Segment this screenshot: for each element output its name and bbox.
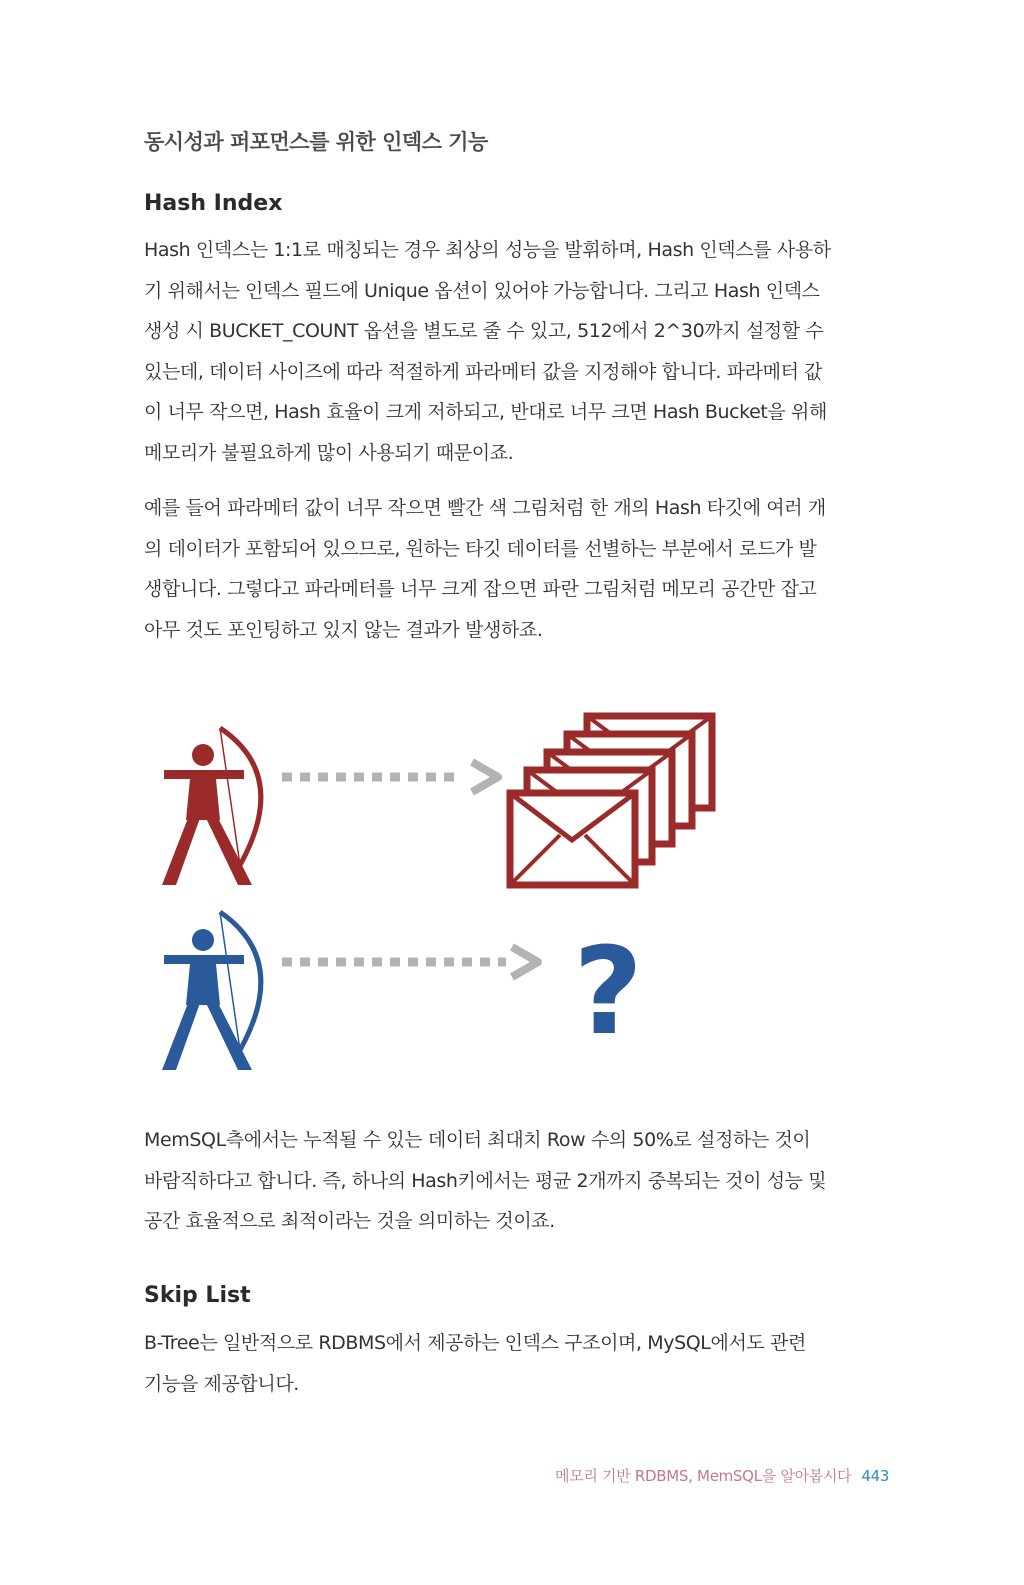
hash-bucket-illustration — [150, 700, 750, 1090]
text-line: 기 위해서는 인덱스 필드에 Unique 옵션이 있어야 가능합니다. 그리고 Hash 인덱스 — [144, 279, 820, 302]
text-line: B-Tree는 일반적으로 RDBMS에서 제공하는 인덱스 구조이며, MySQL에서도 관련 — [144, 1332, 806, 1354]
hash-index-paragraph-1 — [144, 230, 884, 473]
text-line: 생합니다. 그렇다고 파라메터를 너무 크게 잡으면 파란 그림처럼 메모리 공간만 잡고 — [144, 578, 817, 600]
text-line: 예를 들어 파라메터 값이 너무 작으면 빨간 색 그림처럼 한 개의 Hash 타깃에 여러 개 — [144, 497, 826, 519]
archer-icon — [162, 912, 261, 1070]
text-line: 공간 효율적으로 최적이라는 것을 의미하는 것이죠. — [144, 1210, 555, 1232]
text-line: 의 데이터가 포함되어 있으므로, 원하는 타깃 데이터를 선별하는 부분에서 로드가 발 — [144, 537, 817, 560]
text-line: 바람직하다고 합니다. 즉, 하나의 Hash키에서는 평균 2개까지 중복되는 것이 성능 및 — [144, 1169, 827, 1192]
text-line: Hash 인덱스는 1:1로 매칭되는 경우 최상의 성능을 발휘하며, Hash 인덱스를 사용하 — [144, 239, 831, 261]
page-footer — [555, 1465, 889, 1486]
question-mark-icon: ? — [573, 923, 643, 1062]
text-line: 아무 것도 포인팅하고 있지 않는 결과가 발생하죠. — [144, 618, 543, 641]
archer-icon — [162, 728, 261, 885]
hash-index-paragraph-2 — [144, 488, 884, 650]
skip-list-heading: Skip List — [144, 1283, 251, 1308]
envelope-stack-icon — [510, 716, 712, 885]
text-line: 생성 시 BUCKET_COUNT 옵션을 별도로 줄 수 있고, 512에서 2^30까지 설정할 수 — [144, 320, 824, 342]
text-line: 이 너무 작으면, Hash 효율이 크게 저하되고, 반대로 너무 크면 Hash Bucket을 위해 — [144, 401, 827, 423]
section-title: 동시성과 퍼포먼스를 위한 인덱스 기능 — [144, 130, 488, 154]
hash-index-paragraph-3 — [144, 1120, 884, 1242]
arrow-icon — [282, 947, 538, 977]
skip-list-paragraph-1 — [144, 1323, 884, 1404]
hash-index-heading: Hash Index — [144, 191, 283, 216]
arrow-icon — [282, 762, 498, 792]
text-line: 메모리가 불필요하게 많이 사용되기 때문이죠. — [144, 441, 514, 464]
text-line: MemSQL측에서는 누적될 수 있는 데이터 최대치 Row 수의 50%로 설정하는 것이 — [144, 1129, 811, 1151]
text-line: 있는데, 데이터 사이즈에 따라 적절하게 파라메터 값을 지정해야 합니다. 파라메터 값 — [144, 360, 823, 383]
running-title: 메모리 기반 RDBMS, MemSQL을 알아봅시다 — [555, 1467, 852, 1485]
page-number: 443 — [861, 1467, 890, 1485]
text-line: 기능을 제공합니다. — [144, 1372, 299, 1395]
